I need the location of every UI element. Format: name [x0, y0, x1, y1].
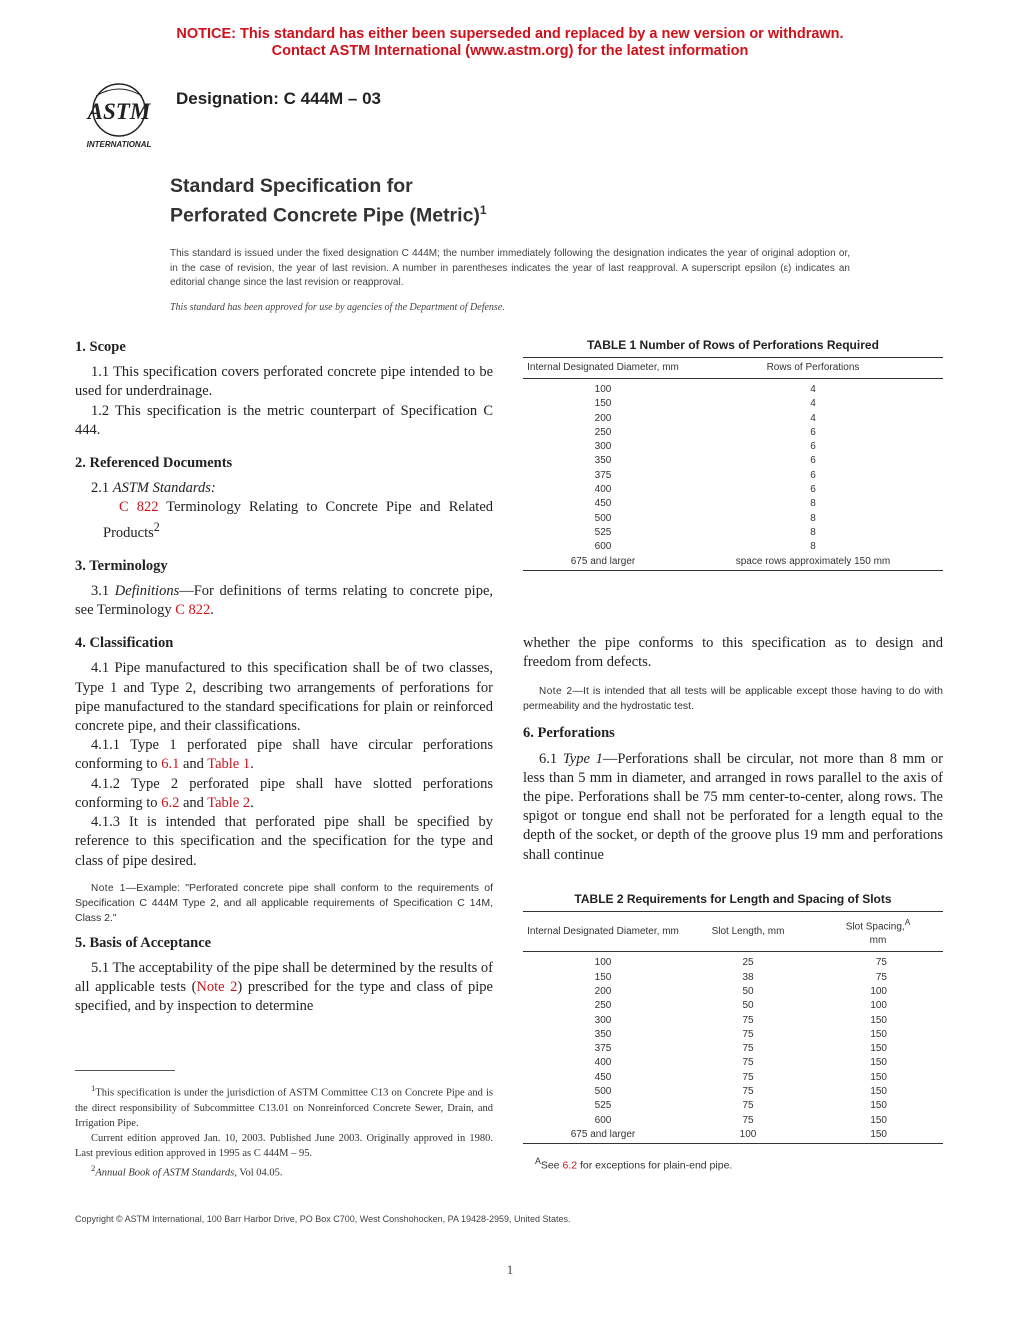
- table-cell: 150: [813, 1128, 943, 1144]
- table-row: [523, 1014, 943, 1028]
- table-cell: 150: [870, 1043, 887, 1055]
- section-6-heading: 6. Perforations: [523, 725, 615, 742]
- para-5-1-continued: whether the pipe conforms to this specification as to design and freedom from defects.: [523, 635, 943, 671]
- table-row: [523, 1099, 943, 1113]
- table-2-footnote: $^A$See 6.2 for exceptions for plain-end pipe.: [535, 1156, 733, 1172]
- table-1-header-diameter: Internal Designated Diameter, mm: [523, 358, 683, 379]
- table-cell: 50: [742, 985, 754, 997]
- para-1-1: 1.1 This specification covers perforated concrete pipe intended to be used for underdrainage.: [75, 364, 493, 400]
- table-cell: 6: [810, 441, 816, 453]
- notice-banner: [0, 26, 1020, 60]
- table-2-header-slot-spacing: Slot Spacing,$^A$ mm: [813, 912, 943, 952]
- table-row: [523, 426, 943, 440]
- table-row: [523, 512, 943, 526]
- table-row: [523, 1042, 943, 1056]
- table-row: [523, 1085, 943, 1099]
- table-cell: 150: [870, 1071, 887, 1083]
- table-row: [523, 1114, 943, 1128]
- table-cell: 150: [870, 1057, 887, 1069]
- table-cell: 300: [594, 441, 612, 453]
- table-cell: 525: [594, 526, 612, 538]
- table-row: [523, 1128, 943, 1144]
- left-column: [75, 326, 493, 1017]
- table-1-header-rows: Rows of Perforations: [683, 358, 943, 379]
- table-row: [523, 540, 943, 554]
- section-3-heading: 3. Terminology: [75, 557, 168, 574]
- table-cell: 75: [742, 1086, 754, 1097]
- table-row: [523, 555, 943, 571]
- section-5-heading: 5. Basis of Acceptance: [75, 934, 212, 951]
- title-line-2: Perforated Concrete Pipe (Metric): [170, 204, 480, 227]
- footnote-ref-2[interactable]: 2: [153, 519, 160, 534]
- table-row: [523, 1071, 943, 1085]
- table-cell: 350: [594, 1028, 612, 1040]
- table-cell: 38: [742, 971, 754, 983]
- table-1: [523, 357, 943, 571]
- table-row: [523, 454, 943, 468]
- table-cell: 75: [875, 957, 887, 969]
- table-row: [523, 952, 943, 971]
- table-cell: 675 and larger: [523, 555, 683, 571]
- table-row: [523, 397, 943, 411]
- table-cell: 6: [810, 469, 816, 481]
- table-cell: 400: [594, 484, 612, 496]
- table-cell: 300: [594, 1014, 612, 1026]
- table-cell: 400: [594, 1057, 612, 1069]
- footnotes: [75, 1081, 493, 1180]
- table-cell: 250: [594, 426, 612, 438]
- table-cell: 8: [810, 512, 816, 524]
- table-1-title: TABLE 1 Number of Rows of Perforations Required: [587, 338, 879, 352]
- table-2-header-slot-length: Slot Length, mm: [683, 912, 813, 952]
- table-1-body: [523, 379, 943, 571]
- table-cell: space rows approximately 150 mm: [683, 555, 943, 571]
- section-4-heading: 4. Classification: [75, 635, 174, 652]
- table-cell: 600: [594, 541, 612, 553]
- table-row: [523, 971, 943, 985]
- table-cell: 100: [870, 985, 887, 997]
- para-4-1-1: 4.1.1 Type 1 perforated pipe shall have circular perforations conforming to 6.1 and Table 1.: [75, 737, 493, 773]
- para-6-1: 6.1 Type 1—Perforations shall be circular, not more than 8 mm or less than 5 mm in diameter, and arranged in rows parallel to the axis of the pipe. Perforations shall be 75 mm center-to-center, along rows. The spigot or tongue end shall not be perforated for a length equal to the depth of the socket, or depth of the groove plus 19 mm and perforations shall continue: [523, 750, 943, 863]
- table-cell: 500: [594, 1086, 612, 1097]
- table-cell: 525: [594, 1100, 612, 1112]
- table-cell: 200: [594, 412, 612, 424]
- table-cell: 150: [594, 398, 612, 410]
- table-cell: 75: [742, 1028, 754, 1040]
- table-row: [523, 999, 943, 1013]
- table-cell: 75: [742, 1100, 754, 1112]
- link-table-2[interactable]: Table 2: [207, 794, 251, 811]
- table-cell: 8: [810, 498, 816, 510]
- footnote-1-edition: Current edition approved Jan. 10, 2003. Published June 2003. Originally approved in 1980. Last previous edition approved in 1995 as C 444M – 95.: [75, 1132, 493, 1159]
- table-2-title: TABLE 2 Requirements for Length and Spacing of Slots: [574, 892, 892, 906]
- table-cell: 350: [594, 455, 612, 467]
- table-row: [523, 379, 943, 398]
- table-cell: 6: [810, 455, 816, 467]
- copyright: Copyright © ASTM International, 100 Barr Harbor Drive, PO Box C700, West Conshohocken, PA 19428-2959, United States.: [75, 1214, 571, 1224]
- approved-statement: This standard has been approved for use by agencies of the Department of Defense.: [170, 302, 505, 313]
- page-number: 1: [506, 1262, 514, 1277]
- table-row: [523, 1028, 943, 1042]
- table-cell: 150: [870, 1100, 887, 1112]
- table-cell: 6: [810, 426, 816, 438]
- link-table-1[interactable]: Table 1: [207, 756, 251, 773]
- table-cell: 8: [810, 541, 816, 553]
- link-c822[interactable]: C 822: [119, 499, 159, 516]
- right-column: [523, 634, 943, 865]
- table-cell: 500: [594, 512, 612, 524]
- note-1: Note 1—Example: "Perforated concrete pipe shall conform to the requirements of Specification C 444M Type 2, and all applicable requirements of Specification C 14M, Class 2.": [75, 881, 493, 924]
- link-6-1[interactable]: 6.1: [161, 756, 180, 773]
- para-4-1-2: 4.1.2 Type 2 perforated pipe shall have slotted perforations conforming to 6.2 and Table 2.: [75, 775, 493, 811]
- table-cell: 25: [742, 957, 754, 969]
- table-cell: 50: [742, 1000, 754, 1012]
- notice-line-2: Contact ASTM International (www.astm.org) for the latest information: [271, 43, 749, 59]
- title-line-1: Standard Specification for: [170, 175, 413, 197]
- table-2-header-diameter: Internal Designated Diameter, mm: [523, 912, 683, 952]
- table-2: [523, 911, 943, 1144]
- table-cell: 150: [870, 1114, 887, 1126]
- link-note-2[interactable]: Note 2: [196, 979, 238, 996]
- table-cell: 150: [870, 1014, 887, 1026]
- table-row: [523, 526, 943, 540]
- table-row: [523, 985, 943, 999]
- table-cell: 450: [594, 498, 612, 510]
- para-1-2: 1.2 This specification is the metric counterpart of Specification C 444.: [75, 402, 493, 438]
- link-6-2-footnote[interactable]: 6.2: [562, 1159, 578, 1172]
- notice-line-1: NOTICE: This standard has either been superseded and replaced by a new version or withdrawn.: [176, 26, 844, 42]
- table-cell: 75: [742, 1114, 754, 1126]
- issued-statement: This standard is issued under the fixed designation C 444M; the number immediately following the designation indicates the year of original adoption or, in the case of revision, the year of last revision. A number in parentheses indicates the year of last reapproval. A superscript epsilon (ε) indicates an editorial change since the last revision or reapproval.: [170, 248, 850, 288]
- table-cell: 150: [594, 971, 612, 983]
- table-cell: 250: [594, 1000, 612, 1012]
- table-row: [523, 440, 943, 454]
- para-3-1: 3.1 Definitions—For definitions of terms relating to concrete pipe, see Terminology C 822.: [75, 582, 493, 619]
- table-cell: 75: [742, 1014, 754, 1026]
- table-cell: 600: [594, 1114, 612, 1126]
- table-row: [523, 1056, 943, 1070]
- table-cell: 75: [742, 1043, 754, 1055]
- para-2-1: 2.1 ASTM Standards:: [91, 480, 216, 497]
- para-4-1-3: 4.1.3 It is intended that perforated pipe shall be specified by reference to this specification and the specification for the type and class of pipe desired.: [75, 814, 493, 869]
- table-row: [523, 497, 943, 511]
- footnote-rule: [75, 1070, 175, 1071]
- table-cell: 200: [594, 985, 612, 997]
- table-cell: 4: [810, 384, 816, 395]
- designation: Designation: C 444M – 03: [176, 89, 382, 108]
- table-row: [523, 483, 943, 497]
- table-cell: 75: [875, 971, 887, 983]
- table-cell: 6: [810, 484, 816, 496]
- table-cell: 4: [810, 412, 816, 424]
- table-cell: 375: [594, 469, 612, 481]
- link-c822-terminology[interactable]: C 822: [175, 602, 211, 619]
- footnote-2: $^2$Annual Book of ASTM Standards, Vol 04.05.: [91, 1162, 283, 1178]
- table-cell: 100: [594, 384, 612, 395]
- table-cell: 100: [683, 1128, 813, 1144]
- logo-sub: INTERNATIONAL: [86, 140, 152, 149]
- table-cell: 100: [870, 1000, 887, 1012]
- table-row: [523, 412, 943, 426]
- table-cell: 75: [742, 1071, 754, 1083]
- table-cell: 675 and larger: [523, 1128, 683, 1144]
- astm-logo: [78, 80, 160, 152]
- table-cell: 150: [870, 1086, 887, 1097]
- table-cell: 450: [594, 1071, 612, 1083]
- page-title: [170, 174, 487, 228]
- table-2-body: [523, 952, 943, 1144]
- footnote-1: $^1$This specification is under the jurisdiction of ASTM Committee C13 on Concrete Pipe and is the direct responsibility of Subcommittee C13.01 on Nonreinforced Concrete Sewer, Drain, and Irrigation Pipe.: [75, 1083, 493, 1129]
- para-4-1: 4.1 Pipe manufactured to this specification shall be of two classes, Type 1 and Type 2, describing two arrangements of perforations for pipe manufactured to the standard specifications for plain or reinforced concrete pipe, and their classifications.: [75, 660, 493, 735]
- logo-letters: ASTM: [87, 99, 151, 124]
- table-cell: 150: [870, 1028, 887, 1040]
- table-cell: 8: [810, 526, 816, 538]
- table-cell: 375: [594, 1043, 612, 1055]
- link-6-2[interactable]: 6.2: [161, 794, 180, 811]
- table-row: [523, 469, 943, 483]
- reference-c822: C 822 Terminology Relating to Concrete Pipe and Related Products$^2$: [103, 499, 494, 541]
- para-5-1: 5.1 The acceptability of the pipe shall be determined by the results of all applicable tests (Note 2) prescribed for the type and class of pipe specified, and by inspection to determine: [75, 959, 493, 1015]
- title-footnote-ref[interactable]: 1: [479, 203, 487, 217]
- table-cell: 4: [810, 398, 816, 410]
- section-2-heading: 2. Referenced Documents: [75, 455, 233, 472]
- note-2: Note 2—It is intended that all tests will be applicable except those having to do with permeability and the hydrostatic test.: [523, 685, 943, 713]
- section-1-heading: 1. Scope: [75, 339, 126, 355]
- table-cell: 75: [742, 1057, 754, 1069]
- table-cell: 100: [594, 957, 612, 969]
